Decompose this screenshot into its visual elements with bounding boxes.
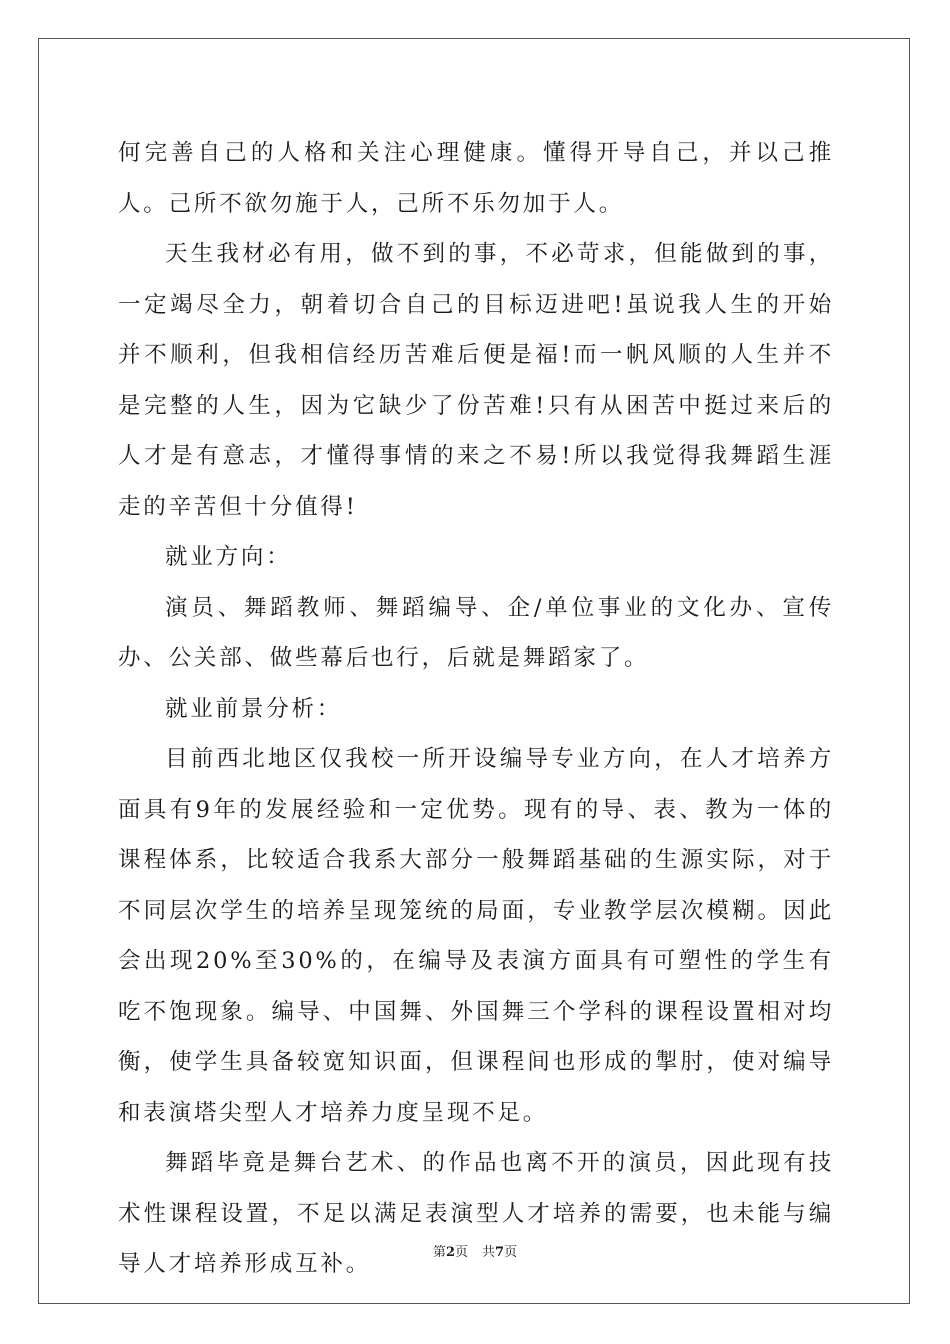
page-current: 2: [445, 1245, 455, 1260]
document-body: [118, 128, 834, 1290]
paragraph-continued: 何完善自己的人格和关注心理健康。懂得开导自己，并以己推人。己所不欲勿施于人，己所不乐勿加于人。: [118, 140, 834, 217]
total-prefix: 共: [482, 1245, 496, 1260]
paragraph-reflection: 天生我材必有用，做不到的事，不必苛求，但能做到的事，一定竭尽全力，朝着切合自己的目标迈进吧!虽说我人生的开始并不顺利，但我相信经历苦难后便是福!而一帆风顺的人生并不是完整的人生，因为它缺少了份苦难!只有从困苦中挺过来后的人才是有意志，才懂得事情的来之不易!所以我觉得我舞蹈生涯走的辛苦但十分值得!: [118, 241, 834, 520]
page-suffix: 页: [454, 1245, 468, 1260]
heading-career-direction: 就业方向：: [165, 544, 292, 570]
paragraph-prospects-analysis: 目前西北地区仅我校一所开设编导专业方向，在人才培养方面具有9年的发展经验和一定优势。现有的导、表、教为一体的课程体系，比较适合我系大部分一般舞蹈基础的生源实际，对于不同层次学生的培养呈现笼统的局面，专业教学层次模糊。因此会出现20%至30%的，在编导及表演方面具有可塑性的学生有吃不饱现象。编导、中国舞、外国舞三个学科的课程设置相对均衡，使学生具备较宽知识面，但课程间也形成的掣肘，使对编导和表演塔尖型人才培养力度呈现不足。: [118, 746, 834, 1126]
paragraph-career-options: 演员、舞蹈教师、舞蹈编导、企/单位事业的文化办、宣传办、公关部、做些幕后也行，后就是舞蹈家了。: [118, 594, 834, 671]
paragraph-conclusion: 舞蹈毕竟是舞台艺术、的作品也离不开的演员，因此现有技术性课程设置，不足以满足表演型人才培养的需要，也未能与编导人才培养形成互补。: [118, 1150, 834, 1277]
page-total: 7: [495, 1245, 505, 1260]
page-footer: [0, 1245, 950, 1261]
heading-career-prospects: 就业前景分析：: [165, 695, 343, 722]
page-prefix: 第: [432, 1245, 446, 1260]
total-suffix: 页: [504, 1245, 518, 1260]
